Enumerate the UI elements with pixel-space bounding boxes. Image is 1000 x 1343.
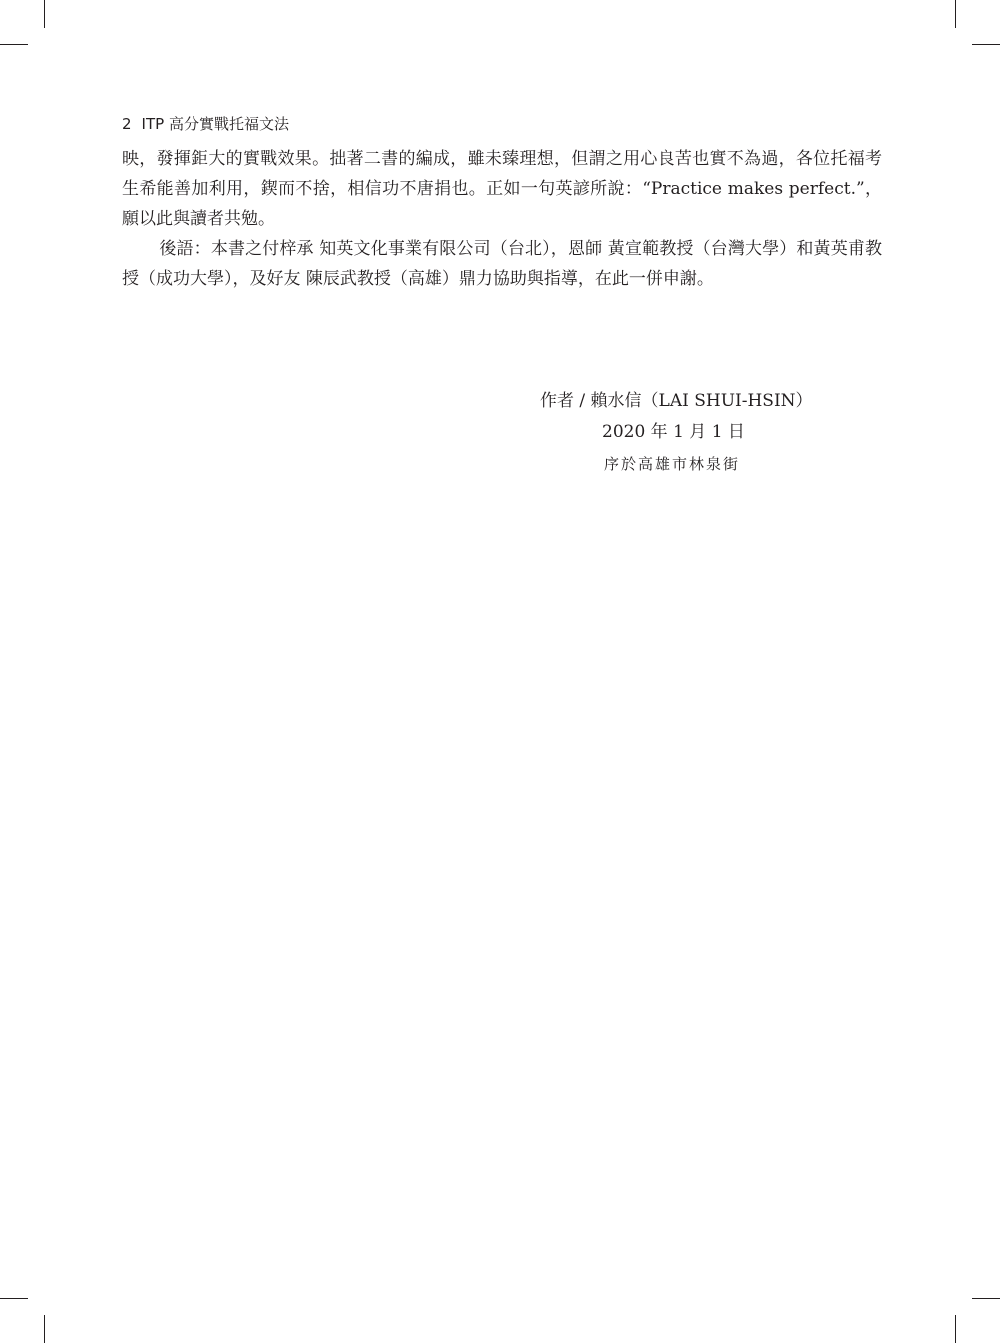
crop-mark-bottom-right-vertical bbox=[955, 1315, 956, 1343]
crop-mark-top-right-horizontal bbox=[972, 44, 1000, 45]
signature-place: 序於高雄市林泉街 bbox=[604, 455, 741, 473]
running-head bbox=[122, 114, 289, 134]
crop-mark-bottom-left-horizontal bbox=[0, 1298, 28, 1299]
crop-mark-top-left-horizontal bbox=[0, 44, 28, 45]
paragraph-closing: 映，發揮鉅大的實戰效果。拙著二書的編成，雖未臻理想，但謂之用心良苦也實不為過，各位托福考生希能善加利用，鍥而不捨，相信功不唐捐也。正如一句英諺所說：“Practice makes perfect.”，願以此與讀者共勉。 bbox=[122, 149, 882, 229]
crop-mark-top-right-vertical bbox=[955, 0, 956, 28]
crop-mark-bottom-right-horizontal bbox=[972, 1298, 1000, 1299]
page-number: 2 bbox=[122, 115, 132, 133]
book-title: ITP 高分實戰托福文法 bbox=[141, 115, 289, 133]
crop-mark-bottom-left-vertical bbox=[44, 1315, 45, 1343]
paragraph-acknowledgements: 後語：本書之付梓承 知英文化事業有限公司（台北），恩師 黃宣範教授（台灣大學）和黃英甫教授（成功大學），及好友 陳辰武教授（高雄）鼎力協助與指導，在此一併申謝。 bbox=[122, 239, 882, 289]
signature-author: 作者 / 賴水信（LAI SHUI-HSIN） bbox=[540, 391, 813, 411]
signature-date: 2020 年 1 月 1 日 bbox=[602, 422, 745, 442]
crop-mark-top-left-vertical bbox=[44, 0, 45, 28]
preface-body bbox=[122, 144, 882, 294]
